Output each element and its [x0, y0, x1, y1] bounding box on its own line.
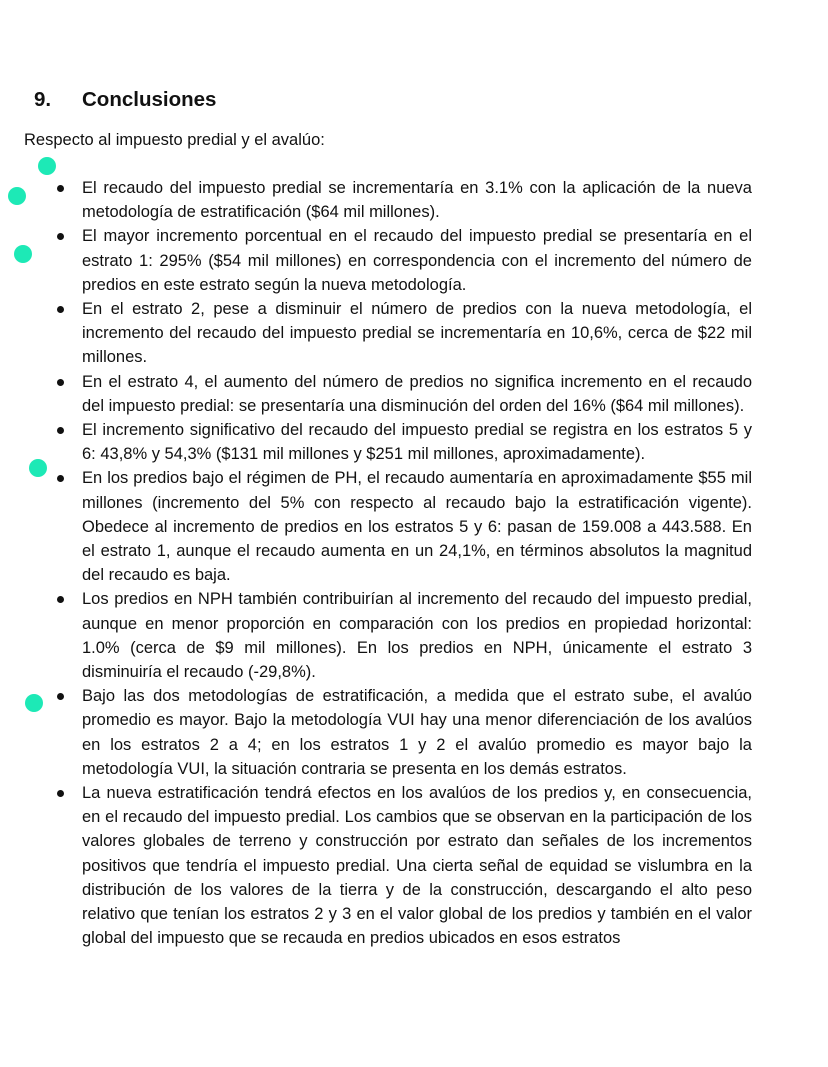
- list-item: Los predios en NPH también contribuirían al incremento del recaudo del impuesto predial, aunque en menor proporción en comparación con los predios en propiedad horizontal: 1.0% (cerca de $9 mil millones). En los predios en NPH, únicamente el estrato 3 disminuiría el recaudo (-29,8%).: [82, 587, 752, 684]
- section-heading: [34, 88, 216, 112]
- touch-marker-dot: [29, 459, 47, 477]
- touch-marker-dot: [14, 245, 32, 263]
- section-title: Conclusiones: [82, 88, 217, 111]
- intro-paragraph: Respecto al impuesto predial y el avalúo:: [24, 131, 325, 149]
- conclusions-list: [82, 176, 752, 951]
- list-item: En el estrato 4, el aumento del número de predios no significa incremento en el recaudo del impuesto predial: se presentaría una disminución del orden del 16% ($64 mil millones).: [82, 370, 752, 418]
- list-item: El incremento significativo del recaudo del impuesto predial se registra en los estratos 5 y 6: 43,8% y 54,3% ($131 mil millones y $251 mil millones, aproximadamente).: [82, 418, 752, 466]
- section-number: 9.: [34, 88, 52, 111]
- list-item: El mayor incremento porcentual en el recaudo del impuesto predial se presentaría en el estrato 1: 295% ($54 mil millones) en correspondencia con el incremento del número de predios en este estrato según la nueva metodología.: [82, 224, 752, 297]
- list-item: Bajo las dos metodologías de estratificación, a medida que el estrato sube, el avalúo promedio es mayor. Bajo la metodología VUI hay una menor diferenciación de los avalúos en los estratos 2 a 4; en los estratos 1 y 2 el avalúo promedio es mayor bajo la metodología VUI, la situación contraria se presenta en los demás estratos.: [82, 684, 752, 781]
- touch-marker-dot: [38, 157, 56, 175]
- touch-marker-dot: [8, 187, 26, 205]
- list-item: La nueva estratificación tendrá efectos en los avalúos de los predios y, en consecuencia, en el recaudo del impuesto predial. Los cambios que se observan en la participación de los valores globales de terreno y construcción por estrato dan señales de los incrementos positivos que tendría el impuesto predial. Una cierta señal de equidad se vislumbra en la distribución de los valores de la tierra y de la construcción, descargando el alto peso relativo que tenían los estratos 2 y 3 en el valor global de los predios y también en el valor global del impuesto que se recauda en predios ubicados en esos estratos: [82, 781, 752, 950]
- list-item: El recaudo del impuesto predial se incrementaría en 3.1% con la aplicación de la nueva metodología de estratificación ($64 mil millones).: [82, 176, 752, 224]
- touch-marker-dot: [25, 694, 43, 712]
- list-item: En los predios bajo el régimen de PH, el recaudo aumentaría en aproximadamente $55 mil millones (incremento del 5% con respecto al recaudo bajo la estratificación vigente). Obedece al incremento de predios en los estratos 5 y 6: pasan de 159.008 a 443.588. En el estrato 1, aunque el recaudo aumenta en un 24,1%, en términos absolutos la magnitud del recaudo es baja.: [82, 466, 752, 587]
- list-item: En el estrato 2, pese a disminuir el número de predios con la nueva metodología, el incremento del recaudo del impuesto predial se incrementaría en 10,6%, cerca de $22 mil millones.: [82, 297, 752, 370]
